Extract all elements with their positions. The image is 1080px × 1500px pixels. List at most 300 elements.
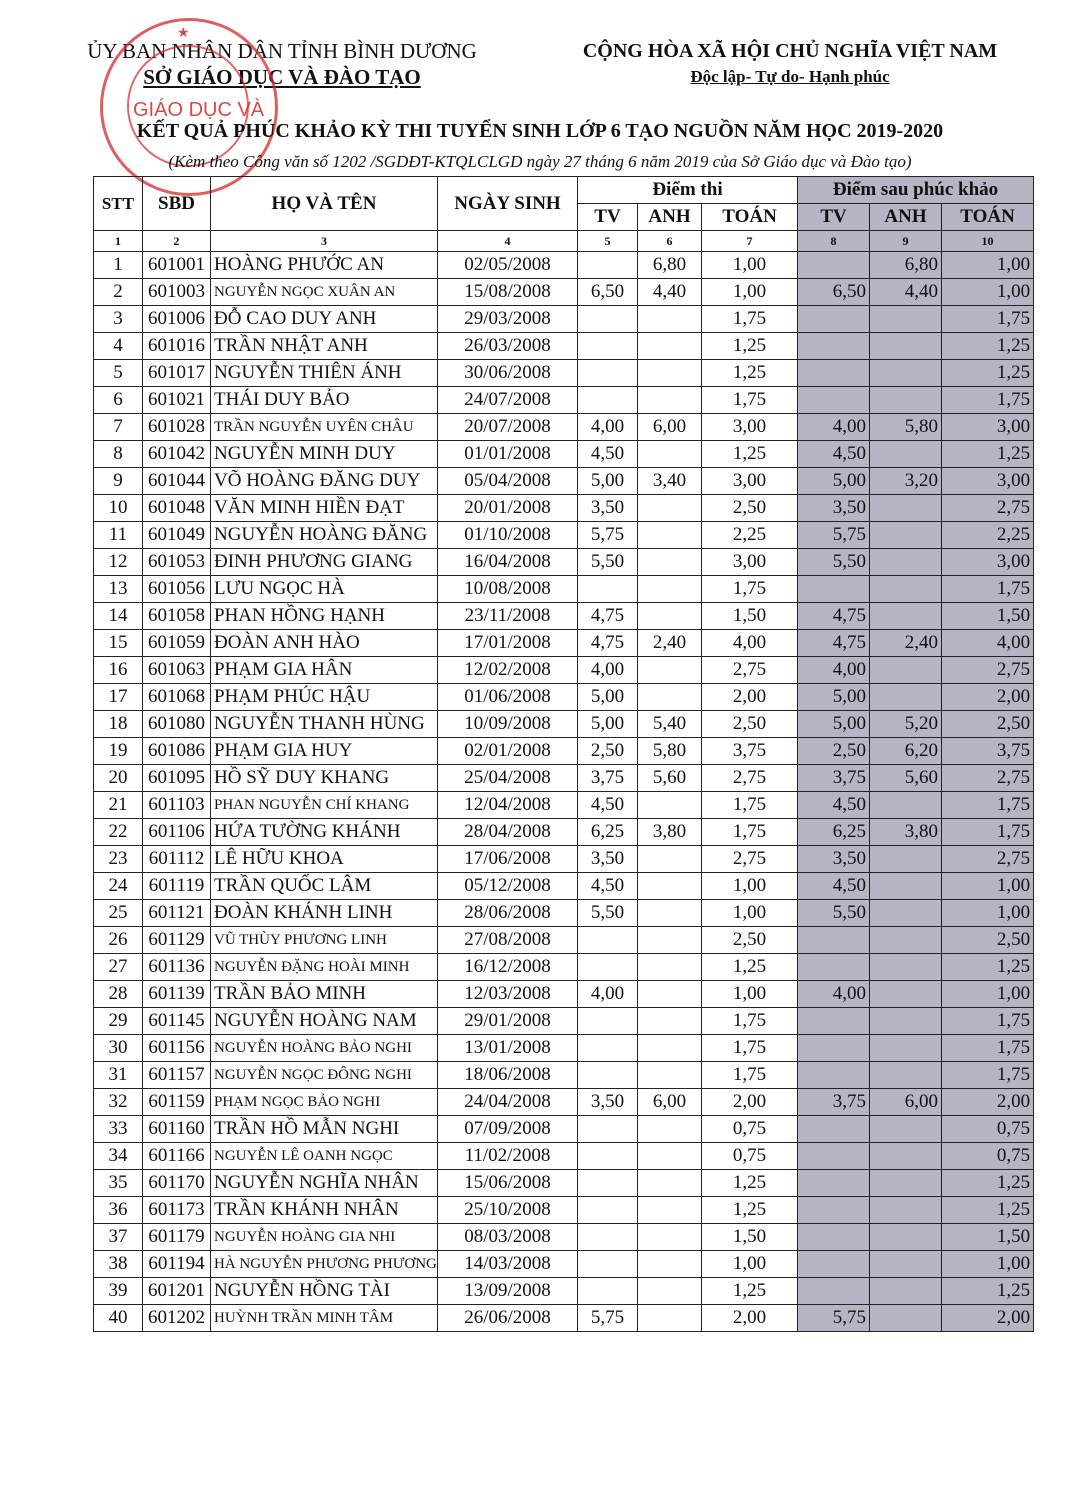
name-cell: TRẦN HỒ MẪN NGHI [211, 1116, 438, 1143]
name-cell: LƯU NGỌC HÀ [211, 576, 438, 603]
anh-review-score: 3,80 [870, 819, 942, 846]
toan-score: 1,50 [702, 603, 798, 630]
stt-cell: 1 [94, 252, 143, 279]
name-cell: ĐOÀN KHÁNH LINH [211, 900, 438, 927]
name-cell: TRẦN QUỐC LÂM [211, 873, 438, 900]
name-cell: HOÀNG PHƯỚC AN [211, 252, 438, 279]
stt-cell: 40 [94, 1305, 143, 1332]
anh-score [638, 1170, 702, 1197]
tv-review-score [798, 1170, 870, 1197]
dob-cell: 05/04/2008 [438, 468, 578, 495]
name-cell: NGUYỄN HOÀNG ĐĂNG [211, 522, 438, 549]
toan-score: 1,25 [702, 1197, 798, 1224]
stt-cell: 10 [94, 495, 143, 522]
toan-review-score: 1,75 [942, 819, 1034, 846]
tv-score: 5,00 [578, 684, 638, 711]
toan-score: 2,50 [702, 927, 798, 954]
tv-score [578, 954, 638, 981]
sbd-cell: 601068 [143, 684, 211, 711]
anh-score [638, 873, 702, 900]
anh-score: 2,40 [638, 630, 702, 657]
col-tv-review: TV [798, 204, 870, 231]
anh-score [638, 684, 702, 711]
tv-score: 4,50 [578, 792, 638, 819]
table-row [94, 333, 1034, 360]
tv-review-score: 4,50 [798, 441, 870, 468]
sbd-cell: 601042 [143, 441, 211, 468]
name-cell: PHẠM NGỌC BẢO NGHI [211, 1089, 438, 1116]
stt-cell: 27 [94, 954, 143, 981]
table-row [94, 1170, 1034, 1197]
anh-score [638, 306, 702, 333]
country-name: CỘNG HÒA XÃ HỘI CHỦ NGHĨA VIỆT NAM [582, 40, 998, 62]
tv-score [578, 306, 638, 333]
table-row [94, 1197, 1034, 1224]
dob-cell: 02/01/2008 [438, 738, 578, 765]
name-cell: PHẠM GIA HUY [211, 738, 438, 765]
toan-score: 1,75 [702, 576, 798, 603]
col-name: HỌ VÀ TÊN [211, 177, 438, 231]
stt-cell: 11 [94, 522, 143, 549]
tv-score [578, 1251, 638, 1278]
province-committee: ỦY BAN NHÂN DÂN TỈNH BÌNH DƯƠNG [87, 39, 477, 63]
dob-cell: 20/01/2008 [438, 495, 578, 522]
table-row [94, 873, 1034, 900]
name-cell: TRẦN NHẬT ANH [211, 333, 438, 360]
tv-score [578, 252, 638, 279]
anh-review-score: 2,40 [870, 630, 942, 657]
tv-review-score: 4,75 [798, 630, 870, 657]
toan-review-score: 1,25 [942, 1197, 1034, 1224]
toan-score: 1,25 [702, 1278, 798, 1305]
toan-review-score: 2,00 [942, 684, 1034, 711]
anh-score [638, 603, 702, 630]
tv-score [578, 1008, 638, 1035]
sbd-cell: 601159 [143, 1089, 211, 1116]
toan-review-score: 1,00 [942, 1251, 1034, 1278]
name-cell: NGUYỄN NGHĨA NHÂN [211, 1170, 438, 1197]
anh-score [638, 657, 702, 684]
tv-review-score [798, 333, 870, 360]
column-index: 5 [578, 231, 638, 252]
table-row [94, 819, 1034, 846]
anh-review-score: 5,80 [870, 414, 942, 441]
dob-cell: 28/04/2008 [438, 819, 578, 846]
tv-score [578, 333, 638, 360]
dob-cell: 01/10/2008 [438, 522, 578, 549]
toan-review-score: 1,25 [942, 954, 1034, 981]
table-row [94, 1089, 1034, 1116]
tv-score [578, 387, 638, 414]
anh-review-score [870, 306, 942, 333]
sbd-cell: 601166 [143, 1143, 211, 1170]
document-subtitle: (Kèm theo Công văn số 1202 /SGDĐT-KTQLCLGD ngày 27 tháng 6 năm 2019 của Sở Giáo dục và Đào tạo) [168, 152, 912, 171]
toan-score: 1,75 [702, 306, 798, 333]
toan-review-score: 1,75 [942, 387, 1034, 414]
col-anh: ANH [638, 204, 702, 231]
toan-score: 2,75 [702, 765, 798, 792]
sbd-cell: 601001 [143, 252, 211, 279]
sbd-cell: 601044 [143, 468, 211, 495]
anh-review-score [870, 684, 942, 711]
anh-score [638, 387, 702, 414]
dob-cell: 16/04/2008 [438, 549, 578, 576]
tv-score: 5,50 [578, 549, 638, 576]
anh-review-score [870, 1305, 942, 1332]
tv-score [578, 360, 638, 387]
dob-cell: 02/05/2008 [438, 252, 578, 279]
anh-score: 4,40 [638, 279, 702, 306]
sbd-cell: 601086 [143, 738, 211, 765]
name-cell: HỒ SỸ DUY KHANG [211, 765, 438, 792]
dob-cell: 28/06/2008 [438, 900, 578, 927]
dob-cell: 14/03/2008 [438, 1251, 578, 1278]
toan-score: 2,00 [702, 1305, 798, 1332]
dob-cell: 01/06/2008 [438, 684, 578, 711]
tv-score: 5,75 [578, 522, 638, 549]
dob-cell: 15/06/2008 [438, 1170, 578, 1197]
anh-review-score: 6,80 [870, 252, 942, 279]
tv-score [578, 1062, 638, 1089]
stt-cell: 5 [94, 360, 143, 387]
toan-score: 0,75 [702, 1116, 798, 1143]
dob-cell: 26/03/2008 [438, 333, 578, 360]
toan-review-score: 2,75 [942, 657, 1034, 684]
stt-cell: 31 [94, 1062, 143, 1089]
table-row [94, 1008, 1034, 1035]
name-cell: TRẦN BẢO MINH [211, 981, 438, 1008]
tv-review-score: 5,75 [798, 522, 870, 549]
national-header [560, 38, 1020, 90]
sbd-cell: 601201 [143, 1278, 211, 1305]
tv-review-score: 4,50 [798, 873, 870, 900]
sbd-cell: 601058 [143, 603, 211, 630]
toan-score: 1,75 [702, 1062, 798, 1089]
dob-cell: 29/01/2008 [438, 1008, 578, 1035]
anh-review-score [870, 360, 942, 387]
table-row [94, 1278, 1034, 1305]
anh-review-score [870, 981, 942, 1008]
results-body [94, 252, 1034, 1332]
toan-review-score: 3,75 [942, 738, 1034, 765]
stt-cell: 9 [94, 468, 143, 495]
anh-review-score [870, 900, 942, 927]
stt-cell: 38 [94, 1251, 143, 1278]
name-cell: NGUYỄN NGỌC XUÂN AN [211, 279, 438, 306]
table-row [94, 576, 1034, 603]
anh-score [638, 1197, 702, 1224]
document-title: KẾT QUẢ PHÚC KHẢO KỲ THI TUYỂN SINH LỚP 6 TẠO NGUỒN NĂM HỌC 2019-2020 [136, 120, 944, 142]
sbd-cell: 601156 [143, 1035, 211, 1062]
tv-review-score [798, 1035, 870, 1062]
anh-review-score: 4,40 [870, 279, 942, 306]
anh-score [638, 900, 702, 927]
name-cell: NGUYỄN HOÀNG GIA NHI [211, 1224, 438, 1251]
tv-score [578, 1035, 638, 1062]
tv-score: 4,75 [578, 630, 638, 657]
tv-score: 4,50 [578, 441, 638, 468]
sbd-cell: 601170 [143, 1170, 211, 1197]
seal-text: GIÁO DỤC VÀ [133, 99, 265, 121]
tv-review-score: 3,75 [798, 1089, 870, 1116]
toan-score: 3,75 [702, 738, 798, 765]
toan-review-score: 0,75 [942, 1143, 1034, 1170]
toan-score: 3,00 [702, 468, 798, 495]
tv-review-score: 6,25 [798, 819, 870, 846]
toan-score: 1,00 [702, 873, 798, 900]
name-cell: HUỲNH TRẦN MINH TÂM [211, 1305, 438, 1332]
name-cell: NGUYỄN LÊ OANH NGỌC [211, 1143, 438, 1170]
tv-score [578, 1116, 638, 1143]
toan-score: 2,00 [702, 684, 798, 711]
column-index-row [94, 231, 1034, 252]
sbd-cell: 601049 [143, 522, 211, 549]
toan-review-score: 3,00 [942, 549, 1034, 576]
anh-review-score [870, 1278, 942, 1305]
tv-review-score: 4,75 [798, 603, 870, 630]
name-cell: ĐINH PHƯƠNG GIANG [211, 549, 438, 576]
sbd-cell: 601021 [143, 387, 211, 414]
anh-review-score [870, 603, 942, 630]
stt-cell: 36 [94, 1197, 143, 1224]
tv-review-score: 2,50 [798, 738, 870, 765]
tv-score: 2,50 [578, 738, 638, 765]
tv-score: 3,75 [578, 765, 638, 792]
stt-cell: 7 [94, 414, 143, 441]
anh-score: 5,60 [638, 765, 702, 792]
table-row [94, 765, 1034, 792]
toan-score: 1,75 [702, 387, 798, 414]
sbd-cell: 601056 [143, 576, 211, 603]
anh-review-score [870, 846, 942, 873]
sbd-cell: 601157 [143, 1062, 211, 1089]
stt-cell: 26 [94, 927, 143, 954]
tv-score: 4,00 [578, 657, 638, 684]
anh-score [638, 846, 702, 873]
anh-review-score: 6,20 [870, 738, 942, 765]
stt-cell: 17 [94, 684, 143, 711]
dob-cell: 08/03/2008 [438, 1224, 578, 1251]
tv-review-score [798, 927, 870, 954]
table-row [94, 279, 1034, 306]
stt-cell: 35 [94, 1170, 143, 1197]
tv-score: 3,50 [578, 846, 638, 873]
tv-review-score [798, 1116, 870, 1143]
table-row [94, 657, 1034, 684]
toan-review-score: 2,00 [942, 1089, 1034, 1116]
toan-review-score: 2,50 [942, 711, 1034, 738]
table-row [94, 441, 1034, 468]
anh-score [638, 333, 702, 360]
anh-score: 6,00 [638, 1089, 702, 1116]
anh-score [638, 576, 702, 603]
name-cell: NGUYỄN HOÀNG NAM [211, 1008, 438, 1035]
tv-review-score [798, 1251, 870, 1278]
dob-cell: 12/04/2008 [438, 792, 578, 819]
anh-review-score [870, 495, 942, 522]
stt-cell: 15 [94, 630, 143, 657]
name-cell: PHẠM GIA HÂN [211, 657, 438, 684]
anh-score: 3,40 [638, 468, 702, 495]
dob-cell: 18/06/2008 [438, 1062, 578, 1089]
anh-review-score [870, 1116, 942, 1143]
anh-score [638, 981, 702, 1008]
name-cell: ĐOÀN ANH HÀO [211, 630, 438, 657]
toan-review-score: 1,75 [942, 792, 1034, 819]
name-cell: NGUYỄN HOÀNG BẢO NGHI [211, 1035, 438, 1062]
sbd-cell: 601139 [143, 981, 211, 1008]
toan-review-score: 1,00 [942, 900, 1034, 927]
toan-score: 1,75 [702, 819, 798, 846]
tv-review-score: 3,50 [798, 495, 870, 522]
toan-score: 1,00 [702, 981, 798, 1008]
anh-score [638, 954, 702, 981]
toan-review-score: 1,75 [942, 576, 1034, 603]
toan-review-score: 1,25 [942, 441, 1034, 468]
anh-score: 5,40 [638, 711, 702, 738]
sbd-cell: 601119 [143, 873, 211, 900]
tv-score [578, 1197, 638, 1224]
toan-score: 2,25 [702, 522, 798, 549]
dob-cell: 30/06/2008 [438, 360, 578, 387]
anh-score [638, 1116, 702, 1143]
toan-score: 4,00 [702, 630, 798, 657]
tv-score: 4,00 [578, 981, 638, 1008]
column-index: 7 [702, 231, 798, 252]
stt-cell: 8 [94, 441, 143, 468]
toan-review-score: 1,00 [942, 252, 1034, 279]
name-cell: NGUYỄN HỒNG TÀI [211, 1278, 438, 1305]
tv-score: 6,25 [578, 819, 638, 846]
anh-score [638, 360, 702, 387]
toan-review-score: 1,75 [942, 1062, 1034, 1089]
tv-review-score [798, 1062, 870, 1089]
sbd-cell: 601106 [143, 819, 211, 846]
table-row [94, 1116, 1034, 1143]
dob-cell: 12/02/2008 [438, 657, 578, 684]
anh-review-score [870, 1197, 942, 1224]
dob-cell: 10/08/2008 [438, 576, 578, 603]
stt-cell: 29 [94, 1008, 143, 1035]
tv-review-score: 6,50 [798, 279, 870, 306]
toan-review-score: 1,50 [942, 603, 1034, 630]
table-row [94, 522, 1034, 549]
tv-review-score: 5,00 [798, 684, 870, 711]
table-row [94, 738, 1034, 765]
anh-score [638, 792, 702, 819]
toan-score: 1,25 [702, 441, 798, 468]
sbd-cell: 601048 [143, 495, 211, 522]
name-cell: HÀ NGUYỄN PHƯƠNG PHƯƠNG [211, 1251, 438, 1278]
tv-score: 5,00 [578, 468, 638, 495]
tv-review-score: 4,50 [798, 792, 870, 819]
toan-review-score: 3,00 [942, 414, 1034, 441]
anh-review-score [870, 1062, 942, 1089]
column-index: 4 [438, 231, 578, 252]
column-index: 6 [638, 231, 702, 252]
name-cell: VĂN MINH HIỀN ĐẠT [211, 495, 438, 522]
toan-score: 0,75 [702, 1143, 798, 1170]
name-cell: ĐỖ CAO DUY ANH [211, 306, 438, 333]
anh-review-score [870, 387, 942, 414]
toan-score: 1,50 [702, 1224, 798, 1251]
tv-review-score [798, 1143, 870, 1170]
stt-cell: 20 [94, 765, 143, 792]
tv-review-score [798, 576, 870, 603]
anh-review-score [870, 1251, 942, 1278]
tv-score: 4,00 [578, 414, 638, 441]
tv-review-score [798, 954, 870, 981]
table-row [94, 846, 1034, 873]
toan-review-score: 2,50 [942, 927, 1034, 954]
stt-cell: 18 [94, 711, 143, 738]
anh-review-score: 5,60 [870, 765, 942, 792]
toan-review-score: 1,00 [942, 981, 1034, 1008]
dob-cell: 05/12/2008 [438, 873, 578, 900]
tv-score [578, 1170, 638, 1197]
table-row [94, 927, 1034, 954]
tv-review-score: 5,75 [798, 1305, 870, 1332]
sbd-cell: 601017 [143, 360, 211, 387]
dob-cell: 15/08/2008 [438, 279, 578, 306]
tv-review-score: 3,50 [798, 846, 870, 873]
tv-review-score [798, 360, 870, 387]
anh-score [638, 1278, 702, 1305]
dob-cell: 13/01/2008 [438, 1035, 578, 1062]
stt-cell: 13 [94, 576, 143, 603]
dob-cell: 10/09/2008 [438, 711, 578, 738]
sbd-cell: 601194 [143, 1251, 211, 1278]
tv-review-score: 4,00 [798, 981, 870, 1008]
table-row [94, 981, 1034, 1008]
dob-cell: 13/09/2008 [438, 1278, 578, 1305]
table-row [94, 1224, 1034, 1251]
toan-review-score: 0,75 [942, 1116, 1034, 1143]
col-tv: TV [578, 204, 638, 231]
tv-review-score: 5,50 [798, 900, 870, 927]
toan-score: 1,00 [702, 1251, 798, 1278]
tv-score [578, 1224, 638, 1251]
col-toan: TOÁN [702, 204, 798, 231]
table-row [94, 549, 1034, 576]
anh-score [638, 495, 702, 522]
dob-cell: 25/10/2008 [438, 1197, 578, 1224]
dob-cell: 27/08/2008 [438, 927, 578, 954]
anh-review-score [870, 549, 942, 576]
anh-score: 6,80 [638, 252, 702, 279]
name-cell: VŨ THÙY PHƯƠNG LINH [211, 927, 438, 954]
column-index: 9 [870, 231, 942, 252]
toan-review-score: 1,75 [942, 306, 1034, 333]
tv-review-score: 5,00 [798, 468, 870, 495]
anh-review-score: 5,20 [870, 711, 942, 738]
table-row [94, 1143, 1034, 1170]
stt-cell: 4 [94, 333, 143, 360]
table-row [94, 468, 1034, 495]
toan-review-score: 1,25 [942, 360, 1034, 387]
toan-review-score: 2,75 [942, 765, 1034, 792]
anh-review-score [870, 954, 942, 981]
table-row [94, 1035, 1034, 1062]
toan-score: 2,75 [702, 657, 798, 684]
dob-cell: 11/02/2008 [438, 1143, 578, 1170]
stt-cell: 19 [94, 738, 143, 765]
stt-cell: 28 [94, 981, 143, 1008]
anh-review-score [870, 1008, 942, 1035]
table-row [94, 1251, 1034, 1278]
column-index: 10 [942, 231, 1034, 252]
stt-cell: 16 [94, 657, 143, 684]
